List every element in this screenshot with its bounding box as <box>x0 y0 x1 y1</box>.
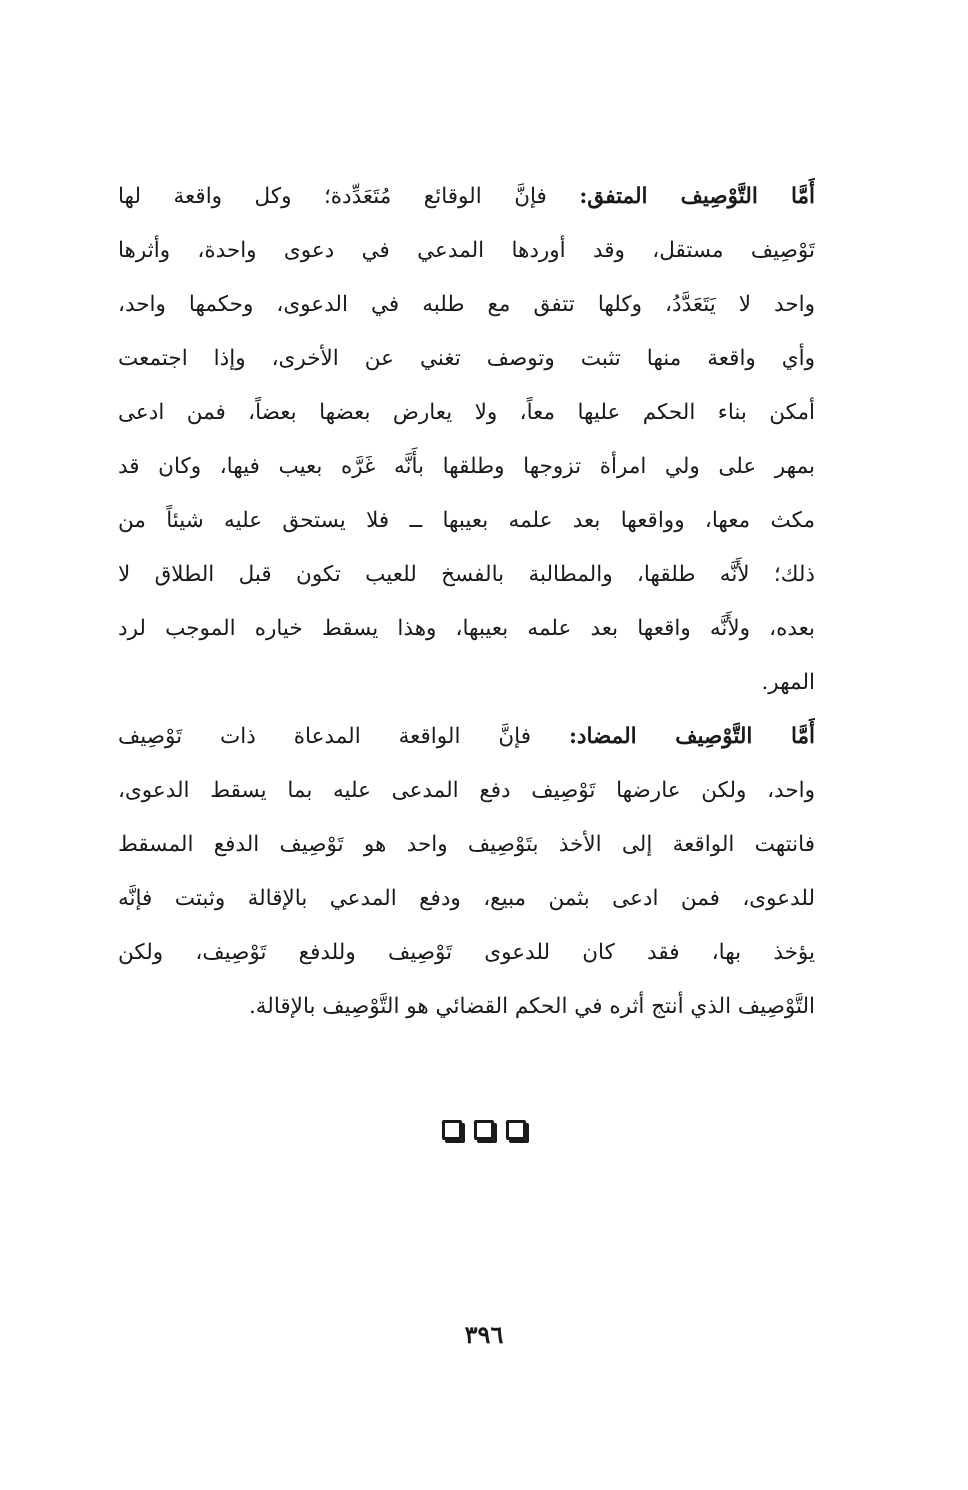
page-body <box>118 170 815 1034</box>
text-line: تَوْصِيف مستقل، وقد أوردها المدعي في دعوى واحدة، وأثرها <box>118 238 815 263</box>
section-end-ornament <box>0 1120 968 1148</box>
square-ornament-icon <box>442 1120 462 1140</box>
text-line: بمهر على ولي امرأة تزوجها وطلقها بأَنَّه غَرَّه بعيب فيها، وكان قد <box>118 454 815 479</box>
page-number: ٣٩٦ <box>464 1320 504 1349</box>
text-line: ذلك؛ لأَنَّه طلقها، والمطالبة بالفسخ للعيب تكون قبل الطلاق لا <box>118 562 815 587</box>
text-line: بعده، ولأَنَّه واقعها بعد علمه بعيبها، وهذا يسقط خياره الموجب لرد <box>118 616 815 641</box>
paragraph-heading: أَمَّا التَّوْصِيف المضاد: <box>568 724 815 749</box>
text-line: يؤخذ بها، فقد كان للدعوى تَوْصِيف وللدفع تَوْصِيف، ولكن <box>118 940 815 965</box>
text-line: وأي واقعة منها تثبت وتوصف تغني عن الأخرى، وإذا اجتمعت <box>118 346 815 371</box>
square-ornament-icon <box>506 1120 526 1140</box>
text-line: مكث معها، وواقعها بعد علمه بعيبها ــ فلا يستحق عليه شيئاً من <box>118 508 815 533</box>
text-line: التَّوْصِيف الذي أنتج أثره في الحكم القضائي هو التَّوْصِيف بالإقالة. <box>248 994 815 1019</box>
text-line: فانتهت الواقعة إلى الأخذ بتَوْصِيف واحد هو تَوْصِيف الدفع المسقط <box>118 832 815 857</box>
text-line: للدعوى، فمن ادعى بثمن مبيع، ودفع المدعي بالإقالة وثبتت فإنَّه <box>118 886 815 911</box>
text-line: أَمَّا التَّوْصِيف المتفق: فإنَّ الوقائع مُتَعَدِّدة؛ وكل واقعة لها <box>118 184 815 209</box>
text-line: أمكن بناء الحكم عليها معاً، ولا يعارض بعضها بعضاً، فمن ادعى <box>118 400 815 425</box>
text-line: واحد، ولكن عارضها تَوْصِيف دفع المدعى عليه بما يسقط الدعوى، <box>118 778 815 803</box>
text-line: المهر. <box>761 670 815 695</box>
square-ornament-icon <box>474 1120 494 1140</box>
paragraph-opposing-characterization <box>118 710 815 1034</box>
paragraph-agreed-characterization <box>118 170 815 710</box>
text-line: واحد لا يَتَعَدَّدُ، وكلها تتفق مع طلبه في الدعوى، وحكمها واحد، <box>118 292 815 317</box>
text-line: أَمَّا التَّوْصِيف المضاد: فإنَّ الواقعة المدعاة ذات تَوْصِيف <box>118 724 815 749</box>
paragraph-heading: أَمَّا التَّوْصِيف المتفق: <box>579 184 815 209</box>
